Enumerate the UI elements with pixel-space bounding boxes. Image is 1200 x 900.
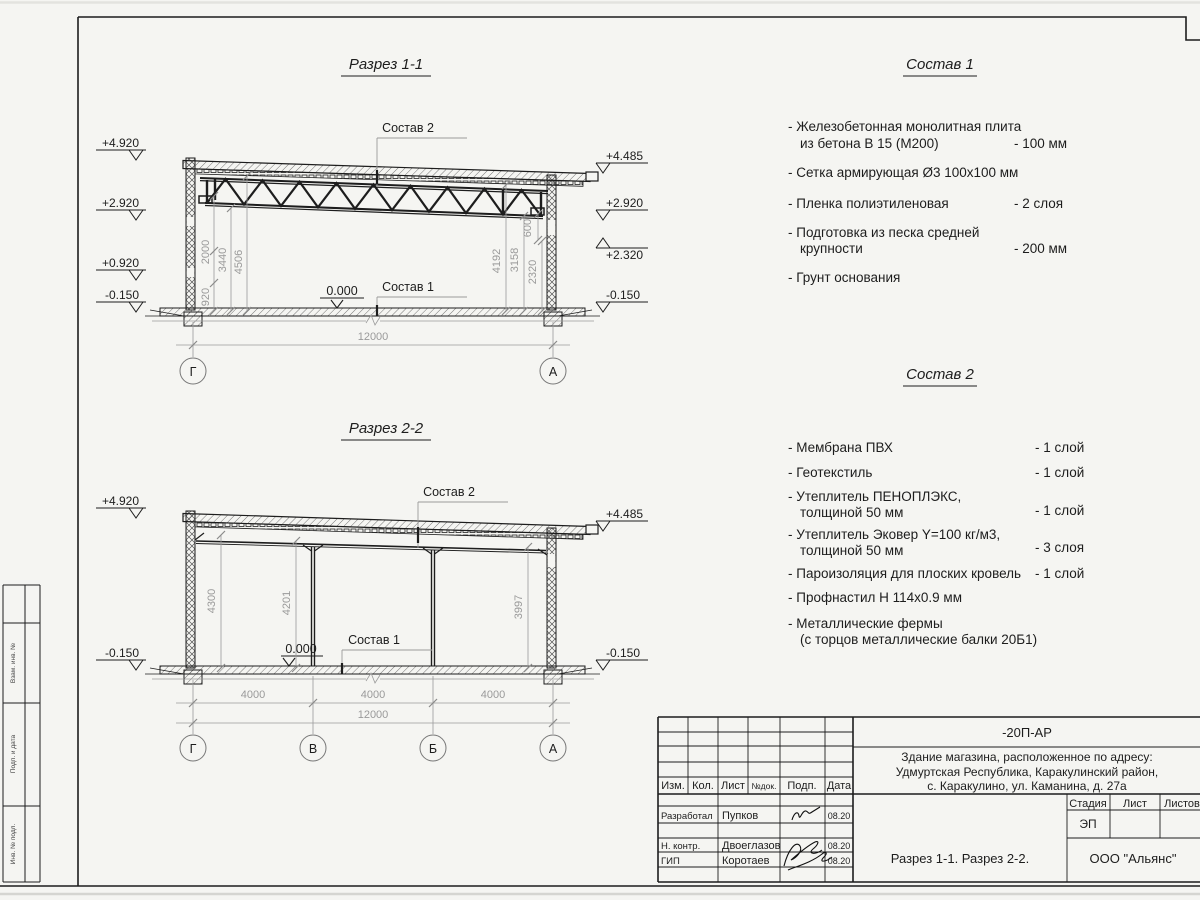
tb-col-podp: Подп. — [787, 780, 817, 792]
list-item: - Профнастил Н 114х0.9 мм — [788, 590, 962, 605]
tb-date: 08.20 — [827, 856, 851, 866]
dim-label: 4300 — [206, 588, 218, 614]
tb-project-line: с. Каракулино, ул. Каманина, д. 27а — [927, 779, 1127, 793]
bay-dimensions — [176, 676, 570, 734]
axis-bubble-label: Г — [189, 742, 197, 756]
sostav1-label: Состав 1 — [382, 280, 434, 294]
tb-role: Разработал — [661, 811, 713, 822]
elevation-value: -0.150 — [606, 646, 641, 660]
elevation-marks-left — [96, 494, 146, 670]
sostav2-label: Состав 2 — [423, 485, 475, 499]
list-item-value: - 1 слой — [1035, 465, 1085, 480]
dim-label: 3440 — [217, 247, 229, 273]
tb-date: 08.20 — [827, 811, 851, 821]
tb-project-line: Удмуртская Республика, Каракулинский район, — [895, 765, 1159, 779]
column-bracket — [303, 545, 323, 551]
section-1-1 — [96, 56, 648, 384]
section-title: Разрез 1-1 — [348, 56, 424, 73]
sostav1-label: Состав 1 — [348, 633, 400, 647]
list-item: - Мембрана ПВХ — [788, 440, 893, 455]
strip-label: Инв. № подл. — [10, 823, 17, 865]
left-stamp-strip — [3, 585, 40, 882]
elevation-value: -0.150 — [104, 288, 139, 302]
elevation-marks-left — [96, 136, 146, 312]
section-title: Разрез 2-2 — [348, 420, 424, 437]
elevation-value: +4.920 — [101, 136, 139, 150]
list-item-value: - 3 слоя — [1035, 540, 1085, 555]
list-item-value: - 1 слой — [1035, 440, 1085, 455]
floor — [145, 308, 600, 326]
floor — [145, 666, 600, 684]
dim-label: 920 — [200, 287, 212, 307]
dim-label: 2320 — [527, 259, 539, 285]
sostav1-list — [788, 56, 1067, 285]
dim-label: 4201 — [281, 590, 293, 616]
elevation-value: +2.320 — [606, 248, 644, 262]
list-item: - Грунт основания — [788, 270, 901, 285]
column-bracket — [423, 548, 443, 554]
axis-bubble-label: Б — [428, 742, 438, 756]
zero-label: 0.000 — [285, 642, 317, 656]
elevation-value: +2.920 — [606, 196, 644, 210]
list-title: Состав 1 — [906, 56, 974, 73]
tb-sheets-label: Листов — [1164, 798, 1200, 810]
roof-end-cap — [586, 172, 598, 181]
tb-role: Н. контр. — [661, 841, 701, 852]
tb-name: Коротаев — [722, 855, 770, 867]
zero-mark — [320, 284, 364, 308]
elevation-value: +0.920 — [101, 256, 139, 270]
axis-bubble-label: А — [548, 742, 558, 756]
list-item-value: - 200 мм — [1014, 241, 1068, 256]
elevation-marks-right — [596, 507, 648, 670]
truss — [199, 178, 548, 219]
sostav2-leader — [418, 485, 508, 548]
elevation-value: -0.150 — [104, 646, 139, 660]
strip-label: Подп. и дата — [10, 734, 17, 774]
tb-name: Пупков — [722, 810, 759, 822]
zero-mark — [281, 642, 323, 666]
list-item: - Сетка армирующая Ø3 100х100 мм — [788, 165, 1019, 180]
tb-project-line: Здание магазина, расположенное по адресу: — [901, 750, 1153, 764]
tb-col-data: Дата — [826, 780, 852, 792]
roof-beam — [196, 541, 546, 551]
dim-label: 600 — [522, 218, 534, 238]
list-item: - Пленка полиэтиленовая — [788, 196, 949, 211]
zero-label: 0.000 — [326, 284, 358, 298]
axis-bubble-label: А — [548, 365, 558, 379]
tb-company: ООО "Альянс" — [1089, 851, 1177, 866]
wall-bracket — [195, 533, 204, 540]
tb-col-ndok: №док. — [751, 781, 777, 791]
tb-date: 08.20 — [827, 841, 851, 851]
list-item: из бетона В 15 (М200) — [800, 136, 939, 151]
dim-label: 4000 — [480, 689, 506, 701]
span-dim-label: 12000 — [357, 331, 389, 343]
tb-doc-code: -20П-АР — [1002, 725, 1052, 740]
strip-label: Взам. инв. № — [10, 642, 17, 684]
elevation-value: +4.485 — [606, 149, 644, 163]
list-item: крупности — [800, 241, 863, 256]
tb-col-list: Лист — [721, 780, 745, 792]
elevation-value: +4.920 — [101, 494, 139, 508]
elevation-marks-right — [596, 149, 648, 312]
list-item: толщиной 50 мм — [800, 505, 904, 520]
dim-label: 4192 — [491, 248, 503, 274]
sostav2-list — [788, 366, 1084, 647]
span-dimension — [176, 322, 570, 357]
tb-name: Двоеглазов — [722, 840, 781, 852]
tb-role: ГИП — [661, 856, 680, 867]
tb-sheet-label: Лист — [1123, 798, 1147, 810]
axis-bubble-label: Г — [189, 365, 197, 379]
dim-label: 2000 — [200, 239, 212, 265]
elevation-value: -0.150 — [606, 288, 641, 302]
list-item-value: - 100 мм — [1014, 136, 1068, 151]
list-item-value: - 1 слой — [1035, 566, 1085, 581]
list-item: - Железобетонная монолитная плита — [788, 119, 1022, 134]
interior-dimensions — [206, 531, 532, 672]
list-item: - Геотекстиль — [788, 465, 873, 480]
list-item: - Металлические фермы — [788, 616, 943, 631]
span-dim-label: 12000 — [357, 709, 389, 721]
list-item-value: - 2 слоя — [1014, 196, 1064, 211]
dim-label: 3997 — [513, 594, 525, 620]
tb-col-kol: Кол. — [692, 780, 714, 792]
axis-bubble-label: В — [308, 742, 318, 756]
list-item: - Подготовка из песка средней — [788, 225, 980, 240]
signature — [792, 807, 820, 820]
elevation-value: +2.920 — [101, 196, 139, 210]
grid-axes — [180, 358, 566, 384]
tb-stage-label: Стадия — [1069, 798, 1107, 810]
dim-label: 4000 — [360, 689, 386, 701]
list-item: - Утеплитель ПЕНОПЛЭКС, — [788, 489, 962, 504]
list-item: - Пароизоляция для плоских кровель — [788, 566, 1022, 581]
list-item: (с торцов металлические балки 20Б1) — [800, 632, 1038, 647]
dim-label: 4506 — [233, 249, 245, 275]
roof-end-cap — [586, 525, 598, 534]
grid-axes — [180, 735, 566, 761]
tb-col-izm: Изм. — [661, 780, 685, 792]
dim-label: 3158 — [509, 247, 521, 273]
tb-sheet-name: Разрез 1-1. Разрез 2-2. — [890, 851, 1030, 866]
roof — [183, 514, 598, 554]
title-block — [658, 717, 1200, 882]
list-item-value: - 1 слой — [1035, 503, 1085, 518]
list-item: толщиной 50 мм — [800, 543, 904, 558]
dim-label: 4000 — [240, 689, 266, 701]
tb-stage-value: ЭП — [1079, 817, 1097, 831]
sostav2-label: Состав 2 — [382, 121, 434, 135]
list-title: Состав 2 — [906, 366, 974, 383]
section-2-2 — [96, 420, 648, 761]
list-item: - Утеплитель Эковер Y=100 кг/м3, — [788, 527, 1001, 542]
elevation-value: +4.485 — [606, 507, 644, 521]
